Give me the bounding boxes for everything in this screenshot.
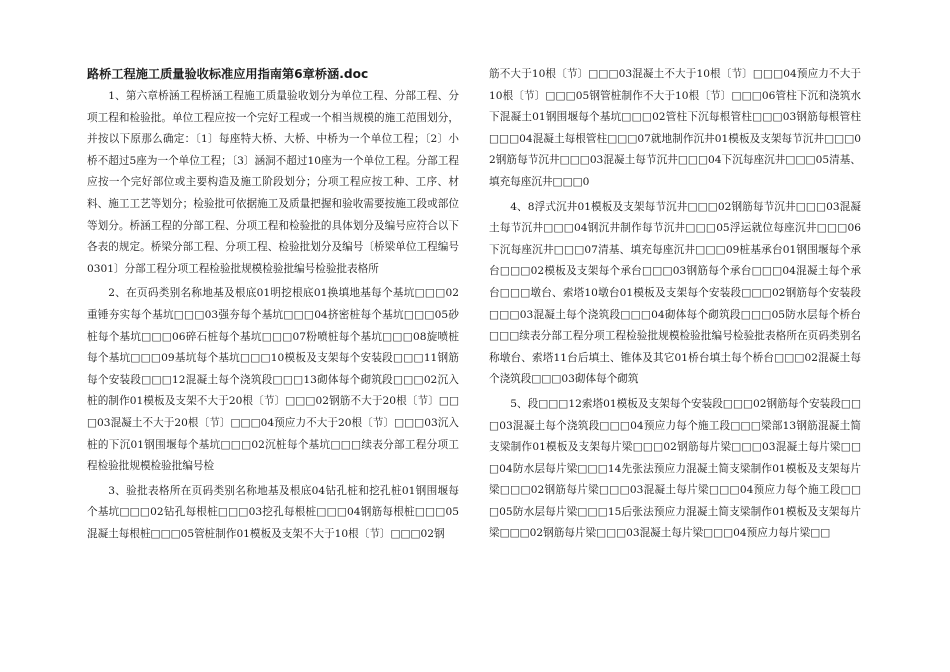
paragraph-1: 1、第六章桥涵工程桥涵工程施工质量验收划分为单位工程、分部工程、分项工程和检验批。单位工程应按一个完好工程或一个相当规模的施工范围划分，并按以下原那么确定：〔1〕每座特大桥、大桥、中桥为一个单位工程；〔2〕小桥不超过5座为一个单位工程；〔3〕涵洞不超过10座为一个单位工程。分部工程应按一个完好部位或主要构造及施工阶段划分；分项工程应按工种、工序、材料、施工工艺等划分；检验批可依据施工及质量把握和验收需要按施工段或部位等划分。桥涵工程的分部工程、分项工程和检验批的具体划分及编号应符合以下各表的规定。桥梁分部工程、分项工程、检验批划分及编号〔桥梁单位工程编号0301〕分部工程分项工程检验批规模检验批编号检验批表格所 [87, 90, 459, 275]
paragraph-3-continued: 筋不大于10根〔节〕□□□03混凝土不大于10根〔节〕□□□04预应力不大于10根〔节〕□□□05钢管桩制作不大于10根〔节〕□□□06管柱下沉和浇筑水下混凝土01钢围堰每个基坑□□□02管柱下沉每根管柱□□□03钢筋每根管柱□□□04混凝土每根管柱□□□07就地制作沉井01模板及支架每节沉井□□□02钢筋每节沉井□□□03混凝土每节沉井□□□04下沉每座沉井□□□05清基、填充每座沉井□□□0 [489, 68, 861, 188]
paragraph-3: 3、验批表格所在页码类别名称地基及根底04钻孔桩和挖孔桩01钢围堰每个基坑□□□02钻孔每根桩□□□03挖孔每根桩□□□04钢筋每根桩□□□05混凝土每根桩□□□05管桩制作01模板及支架不大于10根〔节〕□□□02钢 [87, 484, 459, 540]
right-column [489, 64, 861, 548]
paragraph-2: 2、在页码类别名称地基及根底01明挖根底01换填地基每个基坑□□□02重锤夯实每个基坑□□□03强夯每个基坑□□□04挤密桩每个基坑□□□05砂桩每个基坑□□□06碎石桩每个基坑□□□07粉喷桩每个基坑□□□08旋喷桩每个基坑□□□09基坑每个基坑□□□10模板及支架每个安装段□□□11钢筋每个安装段□□□12混凝土每个浇筑段□□□13砌体每个砌筑段□□□02沉入桩的制作01模板及支架不大于20根〔节〕□□□02钢筋不大于20根〔节〕□□□03混凝土不大于20根〔节〕□□□04预应力不大于20根〔节〕□□□03沉入桩的下沉01钢围堰每个基坑□□□02沉桩每个基坑□□□续表分部工程分项工程检验批规模检验批编号检 [87, 287, 459, 473]
left-column [87, 64, 459, 548]
paragraph-4: 4、8浮式沉井01模板及支架每节沉井□□□02钢筋每节沉井□□□03混凝土每节沉井□□□04钢沉井制作每节沉井□□□05浮运就位每座沉井□□□06下沉每座沉井□□□07清基、填充每座沉井□□□09桩基承台01钢围堰每个承台□□□02模板及支架每个承台□□□03钢筋每个承台□□□04混凝土每个承台□□□墩台、索塔10墩台01模板及支架每个安装段□□□02钢筋每个安装段□□□03混凝土每个浇筑段□□□04砌体每个砌筑段□□□05防水层每个桥台□□□续表分部工程分项工程检验批规模检验批编号检验批表格所在页码类别名称墩台、索塔11台后填土、锥体及其它01桥台填土每个桥台□□□02混凝土每个浇筑段□□□03砌体每个砌筑 [489, 200, 861, 386]
paragraph-5: 5、段□□□12索塔01模板及支架每个安装段□□□02钢筋每个安装段□□□03混凝土每个浇筑段□□□04预应力每个施工段□□□梁部13钢筋混凝土简支梁制作01模板及支架每片梁□□□02钢筋每片梁□□□03混凝土每片梁□□□04防水层每片梁□□□14先张法预应力混凝土简支梁制作01模板及支架每片梁□□□02钢筋每片梁□□□03混凝土每片梁□□□04预应力每个施工段□□□05防水层每片梁□□□15后张法预应力混凝土简支梁制作01模板及支架每片梁□□□02钢筋每片梁□□□03混凝土每片梁□□□04预应力每片梁□□ [489, 397, 861, 540]
document-title: 路桥工程施工质量验收标准应用指南第6章桥涵.doc [87, 67, 369, 81]
